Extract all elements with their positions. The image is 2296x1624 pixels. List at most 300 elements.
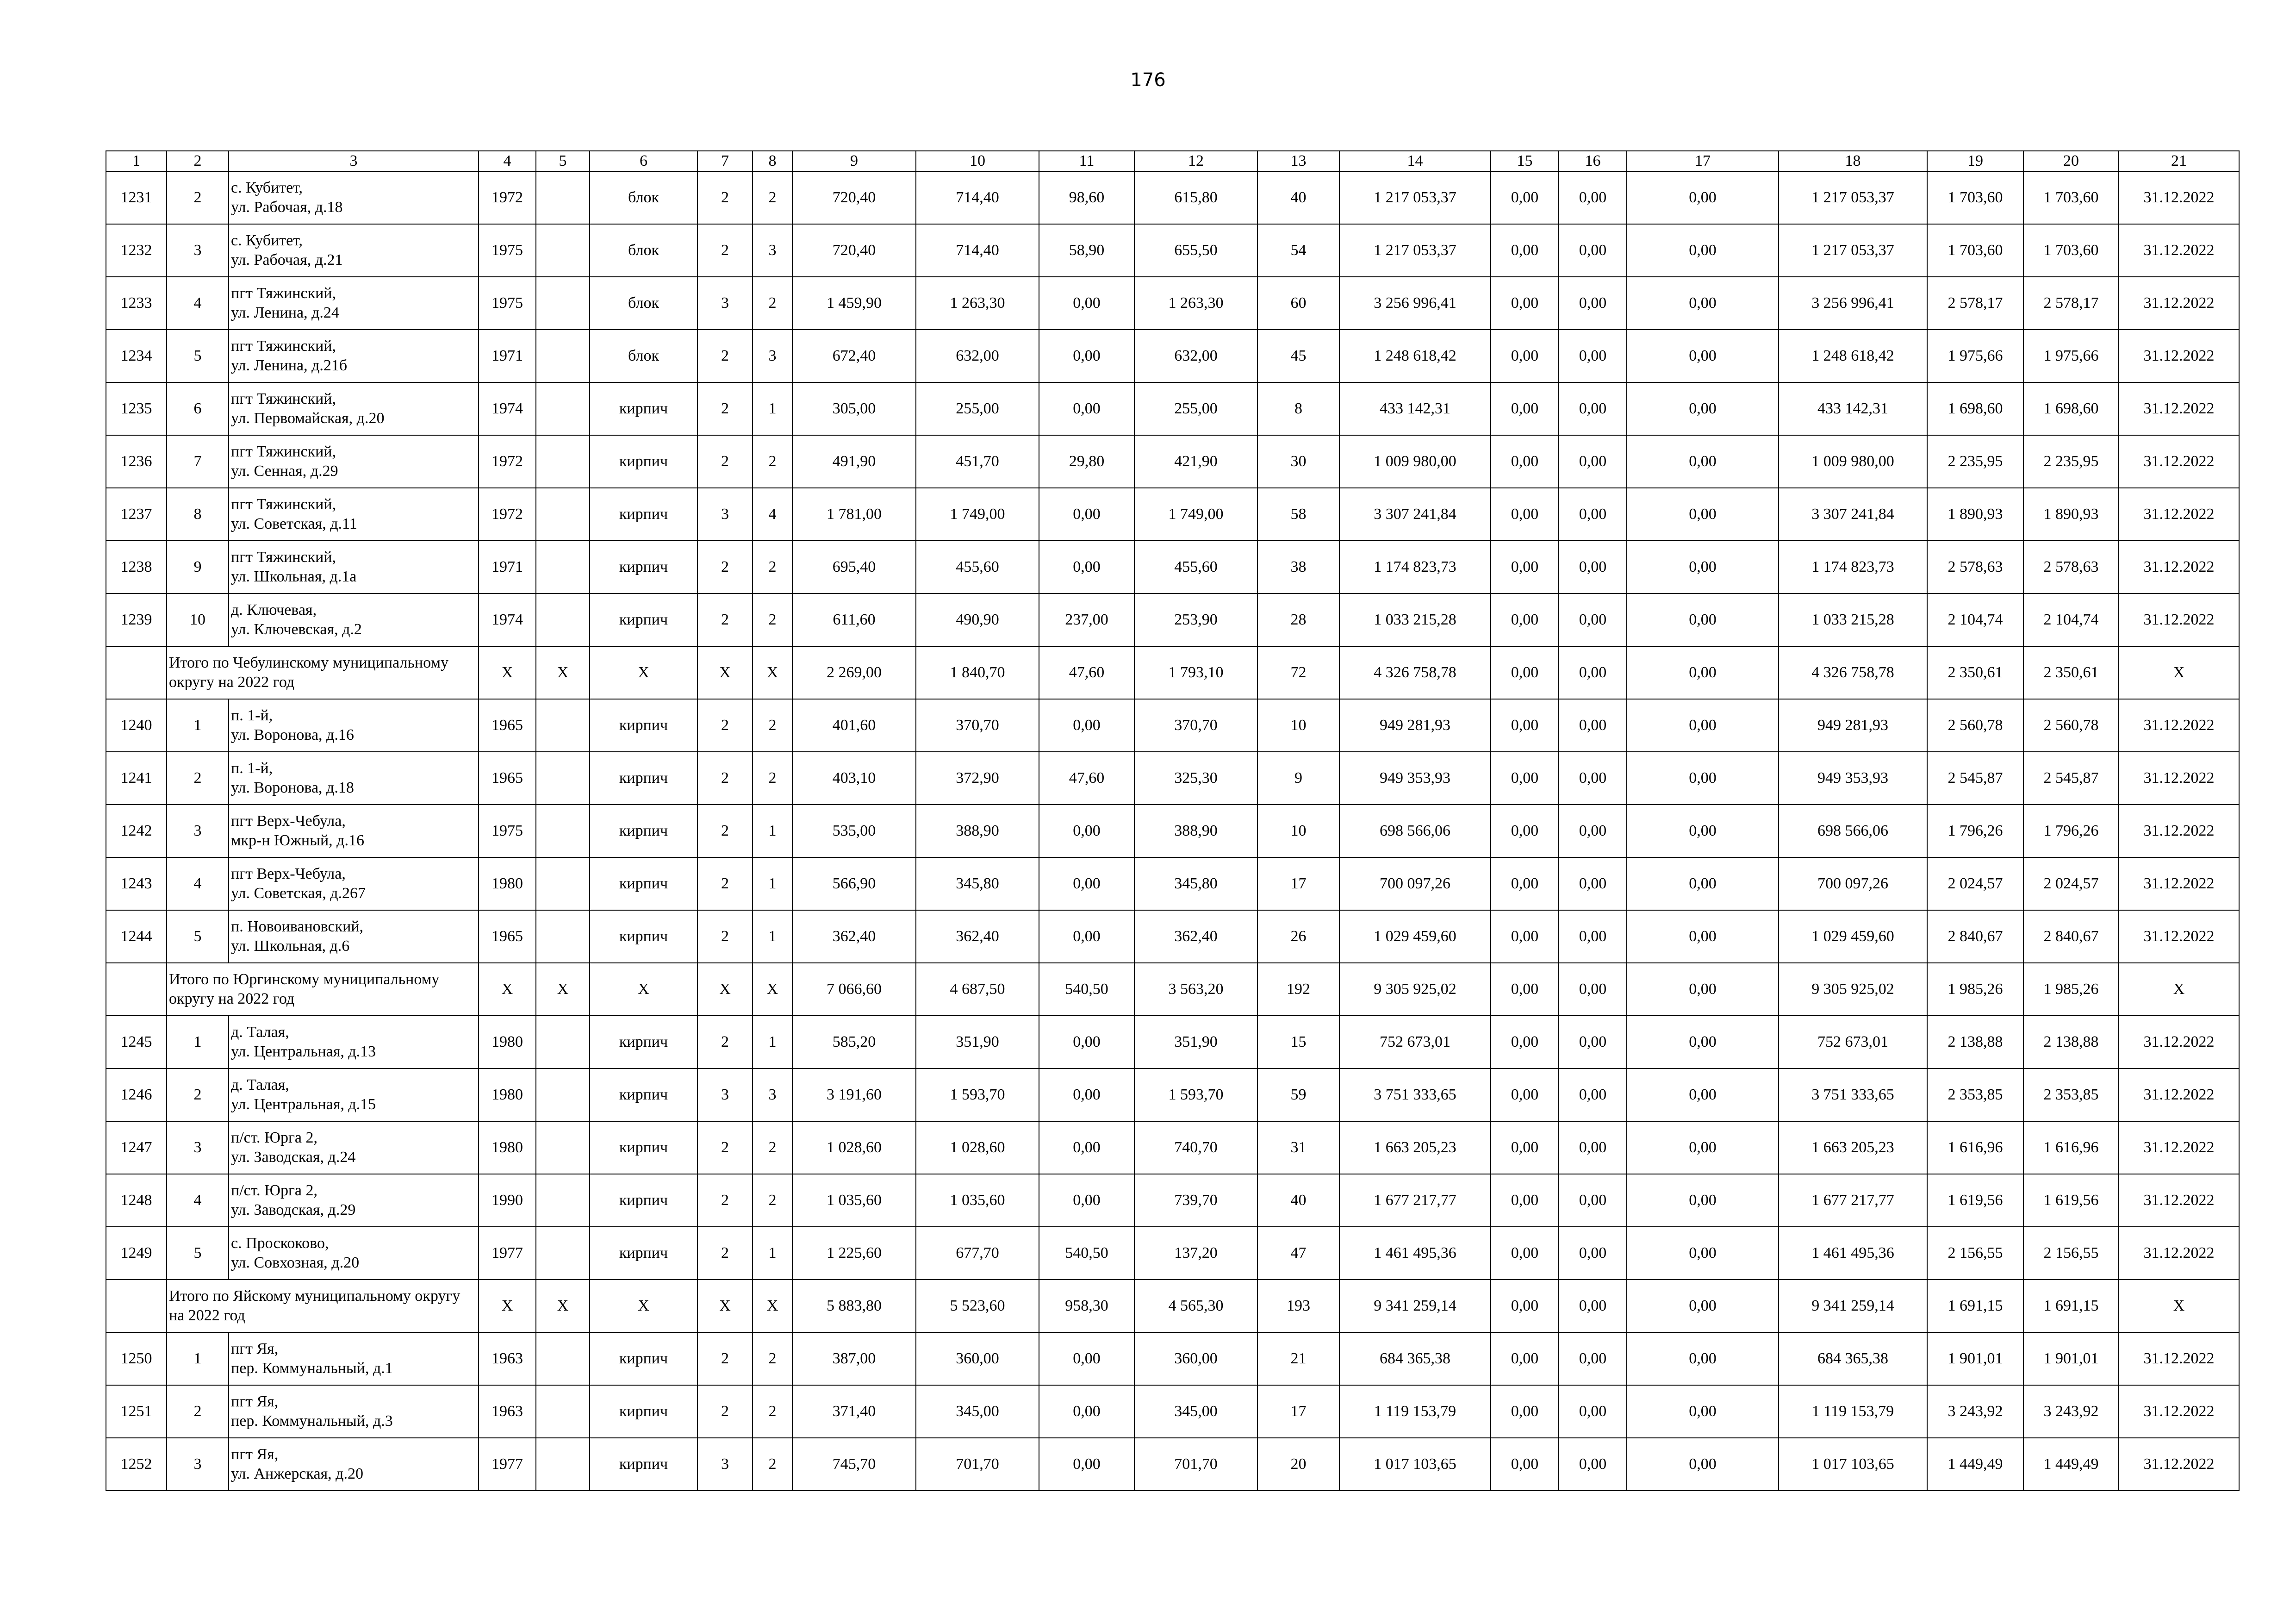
cell-c13: 8 bbox=[1257, 382, 1339, 435]
cell-c15: 0,00 bbox=[1491, 488, 1559, 541]
cell-c13: 40 bbox=[1257, 1174, 1339, 1227]
total-label-cell: Итого по Яйскому муниципальному округу на 2022 год bbox=[167, 1280, 479, 1332]
cell-mat: блок bbox=[590, 330, 697, 382]
cell-c20: 2 156,55 bbox=[2023, 1227, 2119, 1280]
cell-c20: 1 698,60 bbox=[2023, 382, 2119, 435]
cell-c5 bbox=[536, 1068, 590, 1121]
row-sub-number-cell: 2 bbox=[167, 1068, 229, 1121]
cell-c21: 31.12.2022 bbox=[2119, 330, 2239, 382]
cell-c14: 752 673,01 bbox=[1339, 1016, 1491, 1068]
cell-c5 bbox=[536, 435, 590, 488]
cell-c9: 7 066,60 bbox=[792, 963, 916, 1016]
cell-c20: 2 024,57 bbox=[2023, 857, 2119, 910]
cell-c20: 2 560,78 bbox=[2023, 699, 2119, 752]
cell-year: 1974 bbox=[479, 593, 536, 646]
cell-c7: 2 bbox=[697, 435, 753, 488]
cell-c9: 535,00 bbox=[792, 805, 916, 857]
cell-c18: 1 461 495,36 bbox=[1779, 1227, 1927, 1280]
address-cell bbox=[229, 910, 479, 963]
address-cell bbox=[229, 277, 479, 330]
row-id-cell: 1236 bbox=[106, 435, 167, 488]
address-cell bbox=[229, 805, 479, 857]
cell-c10: 4 687,50 bbox=[916, 963, 1039, 1016]
column-header-7: 7 bbox=[697, 151, 753, 171]
cell-c19: 2 024,57 bbox=[1927, 857, 2023, 910]
table-row bbox=[106, 593, 2239, 646]
cell-c16: 0,00 bbox=[1559, 488, 1627, 541]
cell-c18: 1 009 980,00 bbox=[1779, 435, 1927, 488]
row-sub-number-cell: 5 bbox=[167, 330, 229, 382]
address-locality: пгт Яя, bbox=[231, 1446, 279, 1463]
address-cell bbox=[229, 224, 479, 277]
cell-c19: 1 619,56 bbox=[1927, 1174, 2023, 1227]
cell-c9: 566,90 bbox=[792, 857, 916, 910]
cell-c12: 740,70 bbox=[1134, 1121, 1257, 1174]
address-cell bbox=[229, 330, 479, 382]
address-street: ул. Совхозная, д.20 bbox=[231, 1254, 360, 1271]
cell-c21: 31.12.2022 bbox=[2119, 1068, 2239, 1121]
cell-c10: 1 035,60 bbox=[916, 1174, 1039, 1227]
cell-c18: 3 256 996,41 bbox=[1779, 277, 1927, 330]
cell-c17: 0,00 bbox=[1627, 330, 1779, 382]
cell-c15: 0,00 bbox=[1491, 1068, 1559, 1121]
cell-c17: 0,00 bbox=[1627, 646, 1779, 699]
address-cell bbox=[229, 1174, 479, 1227]
cell-c7: 2 bbox=[697, 382, 753, 435]
cell-c16: 0,00 bbox=[1559, 646, 1627, 699]
cell-c12: 345,80 bbox=[1134, 857, 1257, 910]
cell-c8: 2 bbox=[753, 435, 792, 488]
cell-c12: 253,90 bbox=[1134, 593, 1257, 646]
cell-c15: 0,00 bbox=[1491, 1016, 1559, 1068]
cell-c12: 255,00 bbox=[1134, 382, 1257, 435]
cell-c10: 701,70 bbox=[916, 1438, 1039, 1491]
column-header-6: 6 bbox=[590, 151, 697, 171]
cell-c16: 0,00 bbox=[1559, 1385, 1627, 1438]
cell-c10: 632,00 bbox=[916, 330, 1039, 382]
address-cell bbox=[229, 1227, 479, 1280]
table-row bbox=[106, 1174, 2239, 1227]
total-row bbox=[106, 1280, 2239, 1332]
cell-c18: 949 353,93 bbox=[1779, 752, 1927, 805]
cell-c9: 305,00 bbox=[792, 382, 916, 435]
cell-c20: 3 243,92 bbox=[2023, 1385, 2119, 1438]
cell-c19: 1 703,60 bbox=[1927, 171, 2023, 224]
column-header-20: 20 bbox=[2023, 151, 2119, 171]
cell-c9: 585,20 bbox=[792, 1016, 916, 1068]
row-sub-number-cell: 9 bbox=[167, 541, 229, 593]
address-cell bbox=[229, 1121, 479, 1174]
cell-c19: 2 560,78 bbox=[1927, 699, 2023, 752]
cell-c5: X bbox=[536, 646, 590, 699]
address-street: ул. Ленина, д.24 bbox=[231, 304, 339, 321]
cell-c10: 1 749,00 bbox=[916, 488, 1039, 541]
cell-mat: кирпич bbox=[590, 1438, 697, 1491]
cell-c11: 540,50 bbox=[1039, 1227, 1134, 1280]
cell-c7: 2 bbox=[697, 1174, 753, 1227]
cell-year: 1963 bbox=[479, 1332, 536, 1385]
cell-c7: X bbox=[697, 1280, 753, 1332]
cell-c14: 1 248 618,42 bbox=[1339, 330, 1491, 382]
table-row bbox=[106, 488, 2239, 541]
cell-c9: 387,00 bbox=[792, 1332, 916, 1385]
cell-mat: X bbox=[590, 1280, 697, 1332]
cell-c8: 1 bbox=[753, 1016, 792, 1068]
cell-c18: 9 341 259,14 bbox=[1779, 1280, 1927, 1332]
cell-c19: 1 890,93 bbox=[1927, 488, 2023, 541]
cell-c12: 421,90 bbox=[1134, 435, 1257, 488]
row-id-cell: 1245 bbox=[106, 1016, 167, 1068]
column-header-10: 10 bbox=[916, 151, 1039, 171]
cell-c18: 1 119 153,79 bbox=[1779, 1385, 1927, 1438]
cell-mat: кирпич bbox=[590, 435, 697, 488]
total-row bbox=[106, 646, 2239, 699]
cell-c11: 0,00 bbox=[1039, 1385, 1134, 1438]
table-row bbox=[106, 752, 2239, 805]
cell-c16: 0,00 bbox=[1559, 1068, 1627, 1121]
cell-mat: блок bbox=[590, 277, 697, 330]
cell-c19: 3 243,92 bbox=[1927, 1385, 2023, 1438]
row-sub-number-cell: 3 bbox=[167, 1121, 229, 1174]
cell-c10: 360,00 bbox=[916, 1332, 1039, 1385]
column-header-5: 5 bbox=[536, 151, 590, 171]
cell-c13: 21 bbox=[1257, 1332, 1339, 1385]
cell-c5 bbox=[536, 1174, 590, 1227]
housing-register-table bbox=[106, 150, 2240, 1491]
table-row bbox=[106, 224, 2239, 277]
cell-c21: 31.12.2022 bbox=[2119, 699, 2239, 752]
cell-c16: 0,00 bbox=[1559, 435, 1627, 488]
cell-c18: 752 673,01 bbox=[1779, 1016, 1927, 1068]
cell-c5 bbox=[536, 910, 590, 963]
cell-c9: 362,40 bbox=[792, 910, 916, 963]
cell-c13: 192 bbox=[1257, 963, 1339, 1016]
cell-c5 bbox=[536, 330, 590, 382]
cell-c16: 0,00 bbox=[1559, 1280, 1627, 1332]
address-locality: с. Проскоково, bbox=[231, 1235, 329, 1252]
cell-c20: 1 703,60 bbox=[2023, 224, 2119, 277]
cell-c13: 54 bbox=[1257, 224, 1339, 277]
row-sub-number-cell: 1 bbox=[167, 1016, 229, 1068]
cell-c18: 698 566,06 bbox=[1779, 805, 1927, 857]
cell-c17: 0,00 bbox=[1627, 1227, 1779, 1280]
cell-c9: 1 035,60 bbox=[792, 1174, 916, 1227]
cell-c8: 2 bbox=[753, 593, 792, 646]
address-locality: п/ст. Юрга 2, bbox=[231, 1129, 318, 1146]
address-street: ул. Школьная, д.1а bbox=[231, 568, 357, 585]
cell-c19: 1 691,15 bbox=[1927, 1280, 2023, 1332]
row-id-cell: 1252 bbox=[106, 1438, 167, 1491]
cell-c19: 1 698,60 bbox=[1927, 382, 2023, 435]
address-locality: пгт Верх-Чебула, bbox=[231, 812, 346, 830]
cell-c7: 3 bbox=[697, 1438, 753, 1491]
cell-c11: 0,00 bbox=[1039, 488, 1134, 541]
address-locality: п. 1-й, bbox=[231, 707, 273, 724]
cell-mat: кирпич bbox=[590, 752, 697, 805]
cell-c18: 1 174 823,73 bbox=[1779, 541, 1927, 593]
total-label-cell: Итого по Юргинскому муниципальному округу на 2022 год bbox=[167, 963, 479, 1016]
cell-c9: 1 028,60 bbox=[792, 1121, 916, 1174]
row-id-cell: 1239 bbox=[106, 593, 167, 646]
cell-year: 1975 bbox=[479, 277, 536, 330]
address-street: пер. Коммунальный, д.1 bbox=[231, 1360, 393, 1377]
column-header-2: 2 bbox=[167, 151, 229, 171]
total-empty-cell bbox=[106, 1280, 167, 1332]
cell-c20: 1 975,66 bbox=[2023, 330, 2119, 382]
table-row bbox=[106, 1385, 2239, 1438]
cell-c19: 2 156,55 bbox=[1927, 1227, 2023, 1280]
table-row bbox=[106, 1121, 2239, 1174]
cell-c16: 0,00 bbox=[1559, 330, 1627, 382]
cell-c17: 0,00 bbox=[1627, 1121, 1779, 1174]
cell-c19: 1 703,60 bbox=[1927, 224, 2023, 277]
cell-year: 1974 bbox=[479, 382, 536, 435]
cell-c12: 4 565,30 bbox=[1134, 1280, 1257, 1332]
cell-c10: 345,00 bbox=[916, 1385, 1039, 1438]
cell-c10: 451,70 bbox=[916, 435, 1039, 488]
cell-year: 1972 bbox=[479, 435, 536, 488]
cell-c17: 0,00 bbox=[1627, 1174, 1779, 1227]
cell-c19: 1 975,66 bbox=[1927, 330, 2023, 382]
cell-c12: 1 749,00 bbox=[1134, 488, 1257, 541]
cell-c7: 2 bbox=[697, 593, 753, 646]
cell-c20: 1 449,49 bbox=[2023, 1438, 2119, 1491]
cell-c21: 31.12.2022 bbox=[2119, 541, 2239, 593]
cell-c21: 31.12.2022 bbox=[2119, 910, 2239, 963]
cell-c13: 17 bbox=[1257, 857, 1339, 910]
cell-c8: 1 bbox=[753, 382, 792, 435]
cell-c19: 1 449,49 bbox=[1927, 1438, 2023, 1491]
cell-c11: 29,80 bbox=[1039, 435, 1134, 488]
cell-c20: 2 578,63 bbox=[2023, 541, 2119, 593]
cell-c15: 0,00 bbox=[1491, 330, 1559, 382]
cell-c13: 38 bbox=[1257, 541, 1339, 593]
cell-c7: X bbox=[697, 646, 753, 699]
cell-c11: 0,00 bbox=[1039, 1174, 1134, 1227]
cell-c14: 1 217 053,37 bbox=[1339, 224, 1491, 277]
cell-c8: 2 bbox=[753, 699, 792, 752]
cell-c11: 58,90 bbox=[1039, 224, 1134, 277]
cell-c8: 2 bbox=[753, 1385, 792, 1438]
cell-mat: X bbox=[590, 646, 697, 699]
cell-c8: 3 bbox=[753, 1068, 792, 1121]
cell-c21: 31.12.2022 bbox=[2119, 752, 2239, 805]
cell-c15: 0,00 bbox=[1491, 752, 1559, 805]
cell-c12: 137,20 bbox=[1134, 1227, 1257, 1280]
column-header-19: 19 bbox=[1927, 151, 2023, 171]
cell-c18: 1 248 618,42 bbox=[1779, 330, 1927, 382]
total-label-cell: Итого по Чебулинскому муниципальному округу на 2022 год bbox=[167, 646, 479, 699]
cell-c18: 3 307 241,84 bbox=[1779, 488, 1927, 541]
cell-year: 1965 bbox=[479, 699, 536, 752]
cell-c20: 2 350,61 bbox=[2023, 646, 2119, 699]
cell-c15: 0,00 bbox=[1491, 910, 1559, 963]
cell-c7: 2 bbox=[697, 1227, 753, 1280]
cell-c12: 455,60 bbox=[1134, 541, 1257, 593]
cell-c18: 4 326 758,78 bbox=[1779, 646, 1927, 699]
cell-mat: кирпич bbox=[590, 382, 697, 435]
cell-c16: 0,00 bbox=[1559, 1016, 1627, 1068]
cell-c10: 255,00 bbox=[916, 382, 1039, 435]
cell-c8: X bbox=[753, 963, 792, 1016]
cell-c19: 1 901,01 bbox=[1927, 1332, 2023, 1385]
cell-mat: X bbox=[590, 963, 697, 1016]
cell-c15: 0,00 bbox=[1491, 646, 1559, 699]
cell-c14: 949 353,93 bbox=[1339, 752, 1491, 805]
cell-c19: 2 104,74 bbox=[1927, 593, 2023, 646]
cell-c13: 40 bbox=[1257, 171, 1339, 224]
cell-c15: 0,00 bbox=[1491, 1121, 1559, 1174]
cell-c10: 351,90 bbox=[916, 1016, 1039, 1068]
cell-c14: 1 029 459,60 bbox=[1339, 910, 1491, 963]
cell-c16: 0,00 bbox=[1559, 857, 1627, 910]
cell-c16: 0,00 bbox=[1559, 699, 1627, 752]
cell-c7: 2 bbox=[697, 224, 753, 277]
cell-c21: 31.12.2022 bbox=[2119, 1332, 2239, 1385]
cell-year: 1965 bbox=[479, 752, 536, 805]
cell-c15: 0,00 bbox=[1491, 541, 1559, 593]
column-header-9: 9 bbox=[792, 151, 916, 171]
address-cell bbox=[229, 435, 479, 488]
total-empty-cell bbox=[106, 646, 167, 699]
cell-c7: 2 bbox=[697, 699, 753, 752]
cell-c10: 370,70 bbox=[916, 699, 1039, 752]
cell-c11: 0,00 bbox=[1039, 1016, 1134, 1068]
cell-c8: 3 bbox=[753, 330, 792, 382]
cell-c21: 31.12.2022 bbox=[2119, 593, 2239, 646]
cell-c9: 403,10 bbox=[792, 752, 916, 805]
cell-c17: 0,00 bbox=[1627, 224, 1779, 277]
row-sub-number-cell: 3 bbox=[167, 805, 229, 857]
cell-c20: 2 353,85 bbox=[2023, 1068, 2119, 1121]
cell-c11: 0,00 bbox=[1039, 1438, 1134, 1491]
row-sub-number-cell: 3 bbox=[167, 1438, 229, 1491]
cell-c21: X bbox=[2119, 1280, 2239, 1332]
row-id-cell: 1246 bbox=[106, 1068, 167, 1121]
row-sub-number-cell: 4 bbox=[167, 1174, 229, 1227]
cell-c11: 0,00 bbox=[1039, 330, 1134, 382]
cell-c19: 2 350,61 bbox=[1927, 646, 2023, 699]
column-header-15: 15 bbox=[1491, 151, 1559, 171]
column-header-17: 17 bbox=[1627, 151, 1779, 171]
address-locality: пгт Яя, bbox=[231, 1340, 279, 1357]
cell-c17: 0,00 bbox=[1627, 1016, 1779, 1068]
cell-c17: 0,00 bbox=[1627, 963, 1779, 1016]
cell-c9: 1 459,90 bbox=[792, 277, 916, 330]
cell-mat: кирпич bbox=[590, 488, 697, 541]
cell-c19: 2 353,85 bbox=[1927, 1068, 2023, 1121]
cell-c12: 1 593,70 bbox=[1134, 1068, 1257, 1121]
cell-c7: 3 bbox=[697, 1068, 753, 1121]
cell-c15: 0,00 bbox=[1491, 857, 1559, 910]
cell-year: 1980 bbox=[479, 1121, 536, 1174]
cell-c10: 345,80 bbox=[916, 857, 1039, 910]
column-header-8: 8 bbox=[753, 151, 792, 171]
cell-c12: 615,80 bbox=[1134, 171, 1257, 224]
cell-c13: 9 bbox=[1257, 752, 1339, 805]
cell-c5 bbox=[536, 224, 590, 277]
table-row bbox=[106, 699, 2239, 752]
column-header-13: 13 bbox=[1257, 151, 1339, 171]
address-street: ул. Школьная, д.6 bbox=[231, 937, 350, 955]
cell-year: 1965 bbox=[479, 910, 536, 963]
address-street: ул. Центральная, д.15 bbox=[231, 1096, 376, 1113]
cell-c15: 0,00 bbox=[1491, 224, 1559, 277]
row-sub-number-cell: 10 bbox=[167, 593, 229, 646]
column-number-row bbox=[106, 151, 2239, 171]
cell-c21: 31.12.2022 bbox=[2119, 1227, 2239, 1280]
cell-c17: 0,00 bbox=[1627, 1438, 1779, 1491]
cell-c9: 695,40 bbox=[792, 541, 916, 593]
row-id-cell: 1249 bbox=[106, 1227, 167, 1280]
address-cell bbox=[229, 1016, 479, 1068]
row-id-cell: 1240 bbox=[106, 699, 167, 752]
cell-c18: 684 365,38 bbox=[1779, 1332, 1927, 1385]
cell-c14: 684 365,38 bbox=[1339, 1332, 1491, 1385]
cell-c15: 0,00 bbox=[1491, 435, 1559, 488]
cell-c16: 0,00 bbox=[1559, 593, 1627, 646]
cell-c18: 949 281,93 bbox=[1779, 699, 1927, 752]
cell-c10: 490,90 bbox=[916, 593, 1039, 646]
cell-c7: 2 bbox=[697, 857, 753, 910]
row-id-cell: 1244 bbox=[106, 910, 167, 963]
cell-c12: 345,00 bbox=[1134, 1385, 1257, 1438]
cell-c9: 1 781,00 bbox=[792, 488, 916, 541]
cell-mat: кирпич bbox=[590, 541, 697, 593]
cell-c18: 1 677 217,77 bbox=[1779, 1174, 1927, 1227]
column-header-18: 18 bbox=[1779, 151, 1927, 171]
cell-c18: 1 029 459,60 bbox=[1779, 910, 1927, 963]
cell-c21: X bbox=[2119, 646, 2239, 699]
table-body bbox=[106, 151, 2239, 1491]
address-street: пер. Коммунальный, д.3 bbox=[231, 1412, 393, 1430]
cell-c11: 0,00 bbox=[1039, 382, 1134, 435]
cell-c8: 3 bbox=[753, 224, 792, 277]
cell-c13: 58 bbox=[1257, 488, 1339, 541]
cell-c21: 31.12.2022 bbox=[2119, 857, 2239, 910]
cell-c16: 0,00 bbox=[1559, 805, 1627, 857]
cell-c17: 0,00 bbox=[1627, 910, 1779, 963]
address-cell bbox=[229, 752, 479, 805]
address-street: ул. Воронова, д.16 bbox=[231, 726, 354, 743]
cell-c7: 2 bbox=[697, 1121, 753, 1174]
row-id-cell: 1248 bbox=[106, 1174, 167, 1227]
cell-c20: 1 890,93 bbox=[2023, 488, 2119, 541]
cell-c14: 698 566,06 bbox=[1339, 805, 1491, 857]
cell-c7: 2 bbox=[697, 910, 753, 963]
cell-mat: блок bbox=[590, 171, 697, 224]
cell-c5 bbox=[536, 1227, 590, 1280]
table-row bbox=[106, 435, 2239, 488]
cell-year: 1972 bbox=[479, 171, 536, 224]
cell-c13: 30 bbox=[1257, 435, 1339, 488]
cell-c11: 0,00 bbox=[1039, 805, 1134, 857]
address-locality: пгт Верх-Чебула, bbox=[231, 865, 346, 882]
cell-c5: X bbox=[536, 963, 590, 1016]
address-cell bbox=[229, 857, 479, 910]
cell-mat: кирпич bbox=[590, 1385, 697, 1438]
cell-year: 1971 bbox=[479, 541, 536, 593]
cell-c16: 0,00 bbox=[1559, 1174, 1627, 1227]
cell-c11: 0,00 bbox=[1039, 1121, 1134, 1174]
cell-c14: 1 009 980,00 bbox=[1339, 435, 1491, 488]
cell-c10: 1 840,70 bbox=[916, 646, 1039, 699]
cell-c21: 31.12.2022 bbox=[2119, 1016, 2239, 1068]
cell-c12: 739,70 bbox=[1134, 1174, 1257, 1227]
cell-c20: 1 901,01 bbox=[2023, 1332, 2119, 1385]
cell-c12: 325,30 bbox=[1134, 752, 1257, 805]
cell-c18: 1 033 215,28 bbox=[1779, 593, 1927, 646]
